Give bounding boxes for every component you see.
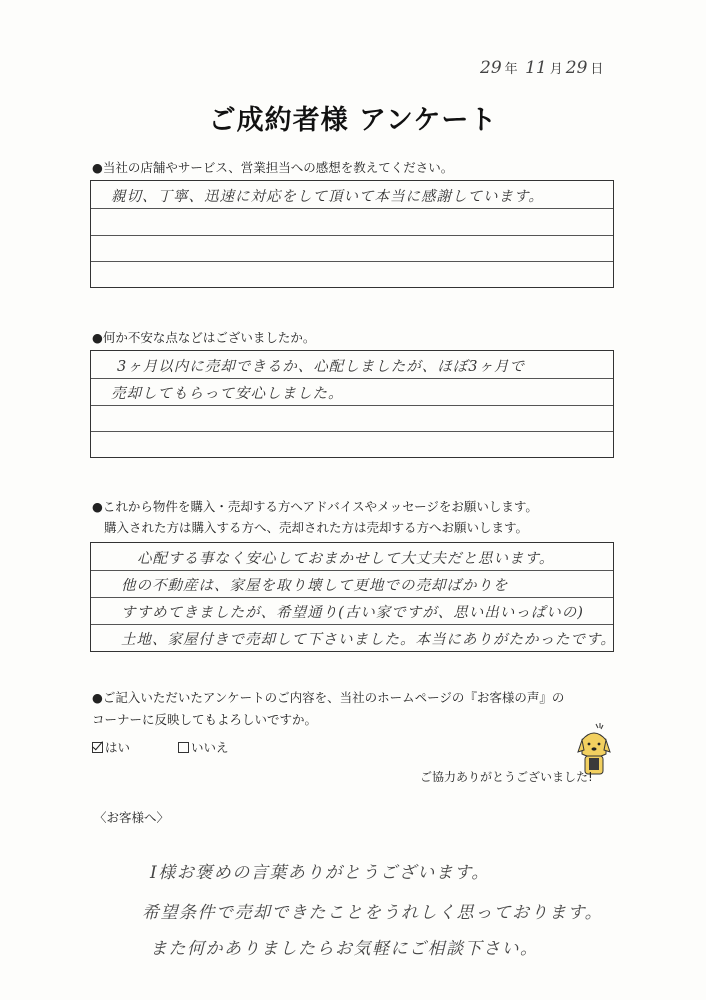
checkbox-no[interactable] <box>178 742 189 753</box>
ruled-line <box>91 570 613 571</box>
ruled-line <box>91 624 613 625</box>
ruled-line <box>91 378 613 379</box>
question-4-line-1: ●ご記入いただいたアンケートのご内容を、当社のホームページの『お客様の声』の <box>92 690 565 705</box>
answer-1-line-1: 親切、丁寧、迅速に対応をして頂いて本当に感謝しています。 <box>111 189 544 205</box>
date-field <box>480 58 606 78</box>
option-no-label: いいえ <box>191 740 229 755</box>
date-day: 29 <box>565 58 588 78</box>
reply-line-3: また何かありましたらお気軽にご相談下さい。 <box>150 939 539 959</box>
customer-section-label: 〈お客様へ〉 <box>94 810 170 825</box>
answer-3-line-2: 他の不動産は、家屋を取り壊して更地での売却ばかりを <box>121 578 509 594</box>
option-yes[interactable] <box>92 740 130 755</box>
thanks-message: ご協力ありがとうございました! <box>420 770 593 784</box>
date-month: 11 <box>525 58 547 78</box>
question-3-line-2: 購入された方は購入する方へ、売却された方は売却する方へお願いします。 <box>104 520 529 535</box>
ruled-line <box>91 208 613 209</box>
date-day-unit: 日 <box>590 62 604 77</box>
answer-3-line-4: 土地、家屋付きで売却して下さいました。本当にありがたかったです。 <box>121 632 616 648</box>
ruled-line <box>91 261 613 262</box>
date-month-unit: 月 <box>549 62 563 77</box>
answer-3-line-1: 心配する事なく安心しておまかせして大丈夫だと思います。 <box>137 551 555 567</box>
question-2: ●何か不安な点などはございましたか。 <box>92 330 316 345</box>
reply-line-2: 希望条件で売却できたことをうれしく思っております。 <box>142 903 604 923</box>
answer-2-line-1: 3ヶ月以内に売却できるか、心配しましたが、ほぼ3ヶ月で <box>117 359 525 375</box>
answer-box-3[interactable] <box>90 542 614 652</box>
answer-box-2[interactable] <box>90 350 614 458</box>
question-4-line-2: コーナーに反映してもよろしいですか。 <box>92 712 318 727</box>
answer-2-line-2: 売却してもらって安心しました。 <box>111 386 344 402</box>
option-yes-label: はい <box>105 740 131 755</box>
reply-line-1: I様お褒めの言葉ありがとうございます。 <box>150 863 490 883</box>
consent-options <box>92 738 229 756</box>
date-year: 29 <box>480 58 502 78</box>
ruled-line <box>91 405 613 406</box>
date-year-unit: 年 <box>504 62 518 77</box>
ruled-line <box>91 597 613 598</box>
question-3-line-1: ●これから物件を購入・売却する方へアドバイスやメッセージをお願いします。 <box>92 499 538 514</box>
answer-3-line-3: すすめてきましたが、希望通り(古い家ですが、思い出いっぱいの) <box>121 605 584 621</box>
page-title: ご成約者様 アンケート <box>208 105 498 136</box>
ruled-line <box>91 431 613 432</box>
checkbox-yes[interactable] <box>92 742 103 753</box>
question-1: ●当社の店舗やサービス、営業担当への感想を教えてください。 <box>92 160 454 175</box>
answer-box-1[interactable] <box>90 180 614 288</box>
ruled-line <box>91 235 613 236</box>
option-no[interactable] <box>178 740 229 755</box>
